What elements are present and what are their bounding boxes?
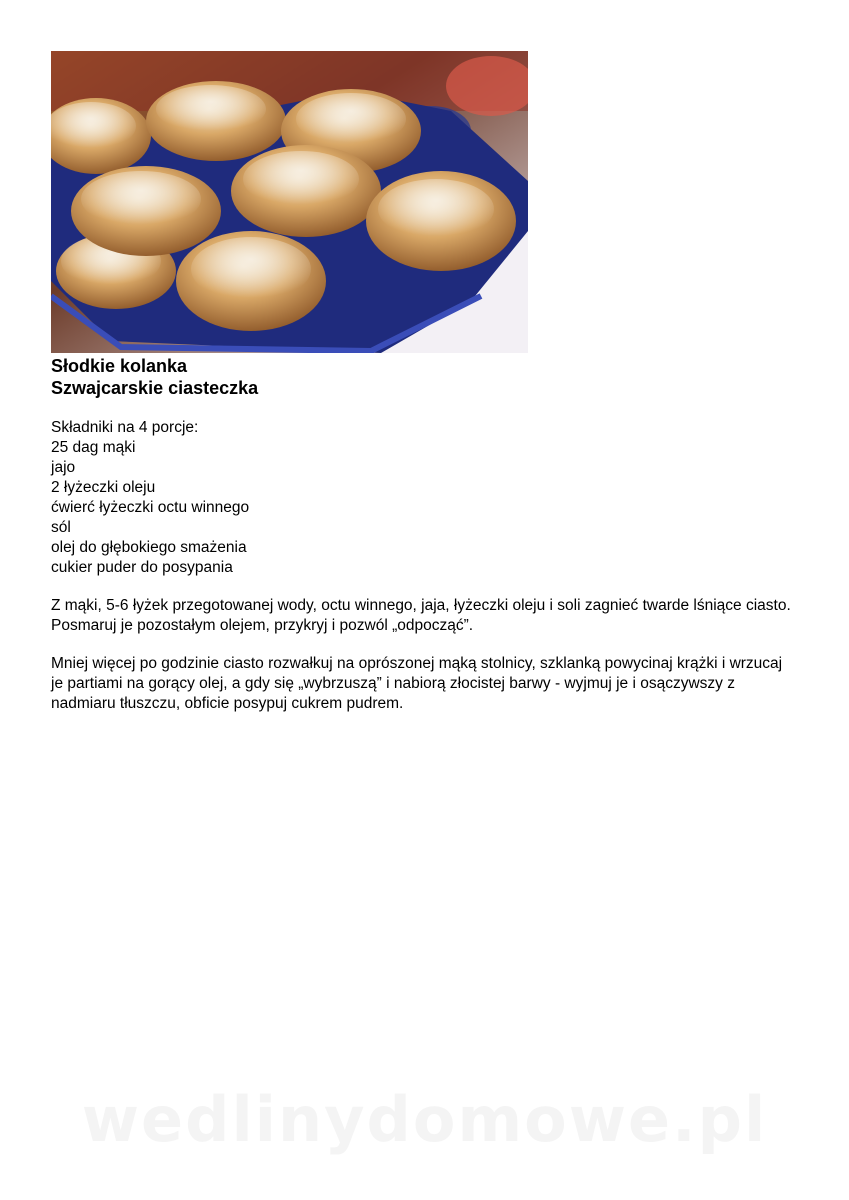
watermark: wedlinydomowe.pl [81,1083,768,1156]
ingredient-item: jajo [51,459,76,476]
recipe-title [51,355,258,399]
ingredient-item: ćwierć łyżeczki octu winnego [51,499,250,516]
title-line-2: Szwajcarskie ciasteczka [51,378,259,398]
ingredients-list [51,418,249,578]
ingredient-item: 2 łyżeczki oleju [51,479,156,496]
instructions-paragraph-2: Mniej więcej po godzinie ciasto rozwałkuj na oprószonej mąką stolnicy, szklanką powycinaj krążki i wrzucaj je partiami na gorący olej, a gdy się „wybrzuszą” i nabiorą złocistej barwy - wyjmuj je i osączywszy z nadmiaru tłuszczu, obficie posypuj cukrem pudrem. [51,655,783,712]
ingredients-heading: Składniki na 4 porcje: [51,419,199,436]
recipe-photo [51,51,528,353]
ingredient-item: sól [51,519,71,536]
ingredient-item: 25 dag mąki [51,439,136,456]
title-line-1: Słodkie kolanka [51,356,188,376]
ingredient-item: cukier puder do posypania [51,559,233,576]
instructions-paragraph-1: Z mąki, 5-6 łyżek przegotowanej wody, octu winnego, jaja, łyżeczki oleju i soli zagnieć twarde lśniące ciasto. Posmaruj je pozostałym olejem, przykryj i pozwól „odpocząć”. [51,597,791,634]
ingredient-item: olej do głębokiego smażenia [51,539,247,556]
